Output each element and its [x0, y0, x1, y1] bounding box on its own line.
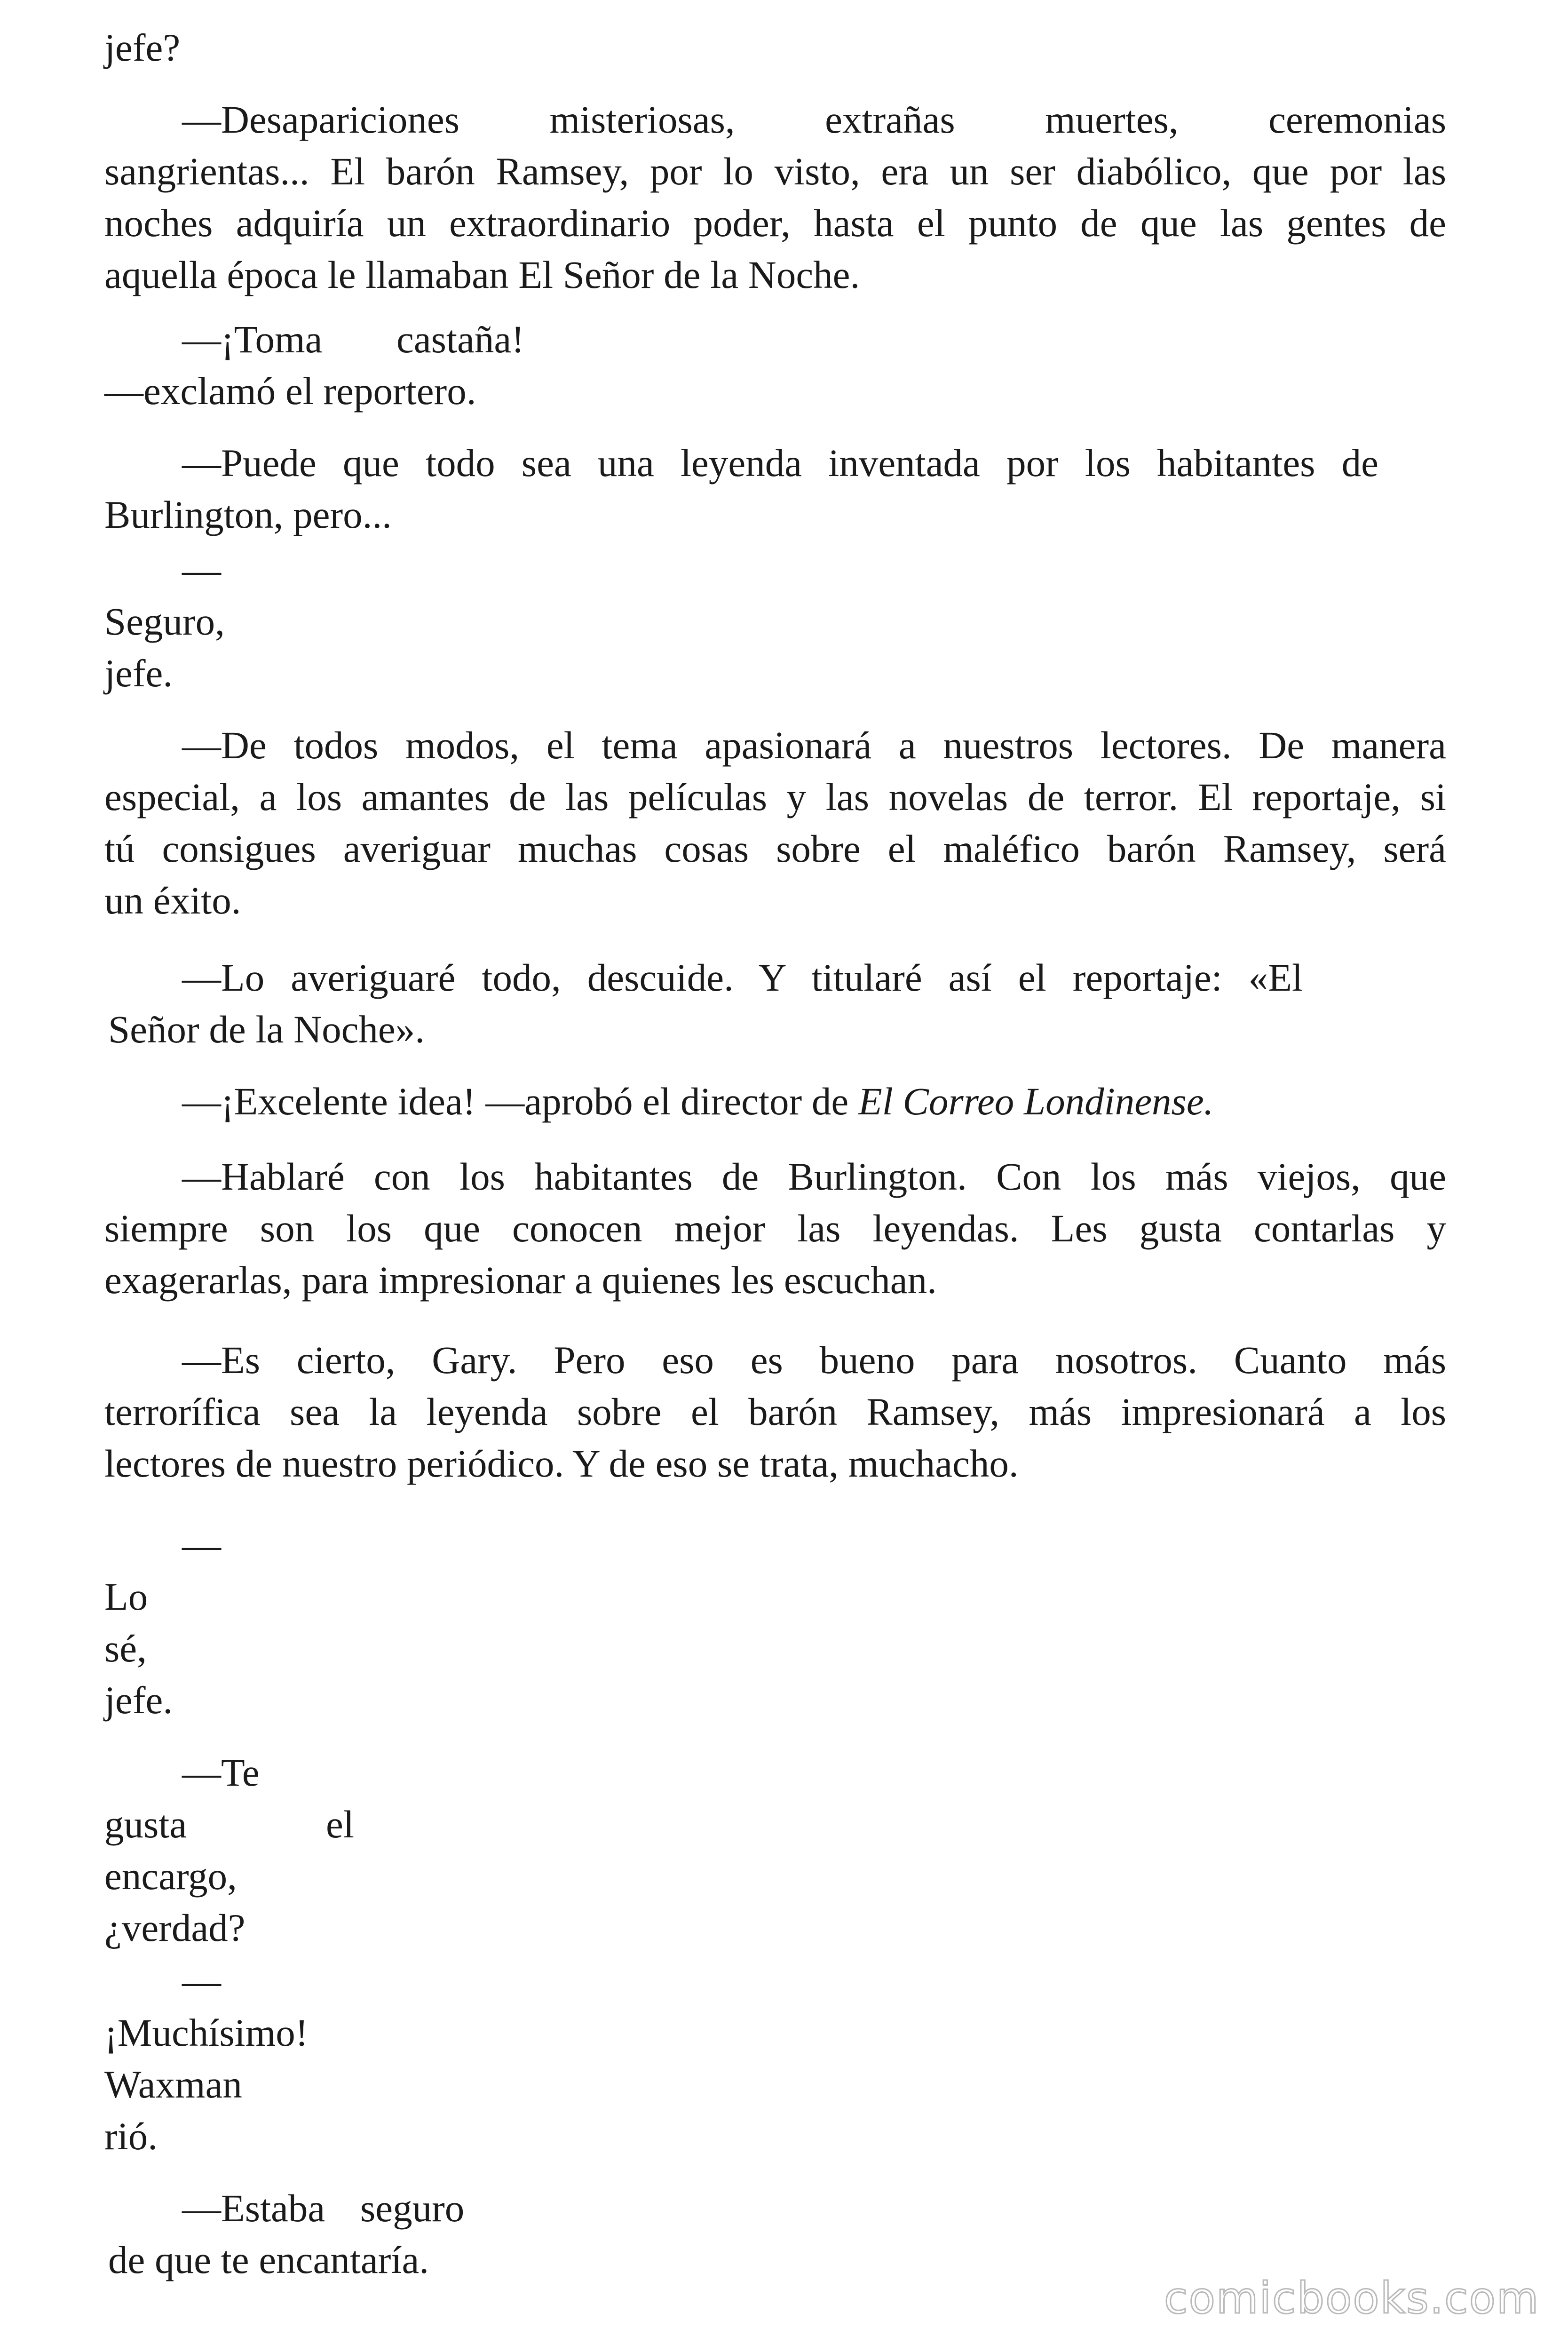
text-line: terrorífica sea la leyenda sobre el barón Ramsey, más impresionará a los [104, 1390, 1446, 1433]
text-line: exagerarlas, para impresionar a quienes les escuchan. [104, 1258, 937, 1302]
text-line: Lo [104, 1575, 148, 1618]
text-line: — [182, 1523, 221, 1566]
text-line: —Lo averiguaré todo, descuide. Y titularé así el reportaje: «El [182, 956, 1303, 999]
text-line: de que te encantaría. [108, 2238, 429, 2281]
text-line: rió. [104, 2114, 158, 2158]
text-line: — [182, 548, 221, 591]
text-line: siempre son los que conocen mejor las leyendas. Les gusta contarlas y [104, 1207, 1446, 1250]
text-line: encargo, [104, 1854, 237, 1898]
text-line: Señor de la Noche». [108, 1008, 425, 1051]
text-line: jefe. [104, 652, 173, 695]
text-line: aquella época le llamaban El Señor de la Noche. [104, 253, 860, 296]
text-line: seguro [360, 2186, 465, 2230]
text-line: Seguro, [104, 600, 225, 643]
watermark-logo: comicbooks.com [1164, 2273, 1540, 2323]
text-line: castaña! [396, 318, 524, 361]
text-line: gusta [104, 1803, 187, 1846]
text-line: sé, [104, 1627, 147, 1670]
text-line: —Desapariciones misteriosas, extrañas muertes, ceremonias [182, 98, 1446, 141]
text-line: sangrientas... El barón Ramsey, por lo visto, era un ser diabólico, que por las [104, 150, 1446, 193]
text-line: tú consigues averiguar muchas cosas sobre el maléfico barón Ramsey, será [104, 827, 1446, 870]
text-line: el [326, 1803, 354, 1846]
text-line: especial, a los amantes de las películas y las novelas de terror. El reportaje, si [104, 775, 1446, 818]
text-line: jefe. [104, 1678, 173, 1722]
text-line: lectores de nuestro periódico. Y de eso se trata, muchacho. [104, 1442, 1019, 1485]
text-line: Waxman [104, 2063, 242, 2106]
text-line: ¡Muchísimo! [104, 2011, 309, 2054]
text-line: —Es cierto, Gary. Pero eso es bueno para nosotros. Cuanto más [182, 1338, 1446, 1382]
text-line: jefe? [104, 26, 181, 69]
text-line: —Puede que todo sea una leyenda inventada por los habitantes de [182, 441, 1378, 485]
text-span: —¡Excelente idea! —aprobó el director de [182, 1080, 858, 1123]
text-line: un éxito. [104, 879, 241, 922]
text-line: Burlington, pero... [104, 493, 392, 536]
text-line: noches adquiría un extraordinario poder, hasta el punto de que las gentes de [104, 201, 1446, 245]
text-line: —exclamó el reportero. [104, 369, 476, 413]
text-line: —Hablaré con los habitantes de Burlington. Con los más viejos, que [182, 1155, 1446, 1198]
text-line: —Te [182, 1751, 260, 1794]
text-line: —Estaba [182, 2186, 325, 2230]
text-line: —¡Toma [182, 318, 323, 361]
text-line: —De todos modos, el tema apasionará a nuestros lectores. De manera [182, 723, 1446, 767]
text-line: ¿verdad? [104, 1906, 245, 1949]
text-line: — [182, 1959, 221, 2002]
newspaper-name: El Correo Londinense. [858, 1080, 1214, 1123]
text-line [182, 1082, 1213, 1121]
